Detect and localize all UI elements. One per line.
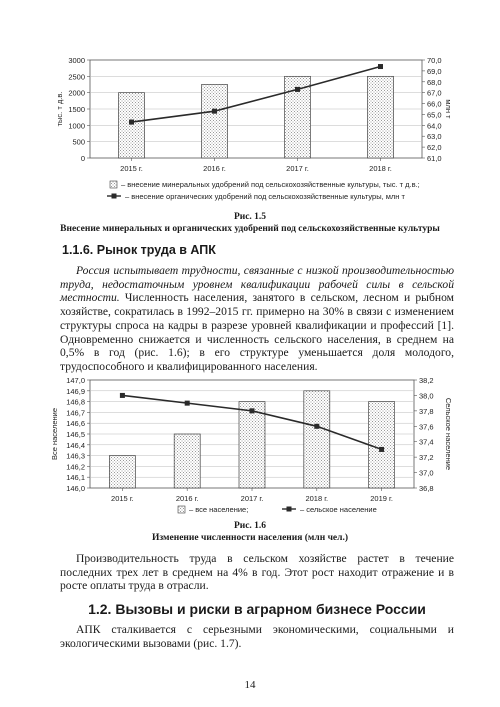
y-tick-label: 146,8 [66, 397, 85, 407]
bar [368, 76, 394, 158]
y2-tick-label: 37,2 [419, 453, 434, 463]
page-number: 14 [244, 679, 256, 691]
x-tick-label: 2015 г. [120, 164, 143, 173]
y-tick-label: 146,7 [66, 408, 85, 418]
y2-tick-label: 70,0 [427, 56, 442, 65]
paragraph-challenges: АПК сталкивается с серьезными экономическими, социальными и экологическими вызовами (рис. 1.7). [60, 623, 454, 650]
y-tick-label: 1000 [68, 121, 85, 131]
line-point [212, 109, 217, 114]
series-line [132, 67, 381, 123]
paragraph-labor [60, 264, 454, 374]
y2-tick-label: 62,0 [427, 143, 442, 153]
x-tick-label: 2018 г. [305, 494, 329, 503]
y2-tick-label: 38,0 [419, 391, 434, 401]
y2-axis-title: Сельское население [444, 397, 453, 471]
y-tick-label: 146,2 [66, 462, 85, 472]
line-point [314, 424, 319, 429]
bar [202, 85, 228, 159]
y2-tick-label: 63,0 [427, 132, 442, 142]
y2-tick-label: 38,2 [419, 376, 434, 385]
legend-line-label: – внесение органических удобрений под сельскохозяйственные культуры, млн т [125, 192, 405, 201]
y-tick-label: 147,0 [66, 376, 85, 385]
bar [109, 456, 135, 488]
legend-line-marker [287, 507, 292, 512]
line-point [378, 64, 383, 69]
legend-bar-label: – внесение минеральных удобрений под сельскохозяйственные культуры, тыс. т д.в.; [121, 180, 420, 189]
bar [304, 391, 330, 488]
y-tick-label: 500 [72, 137, 85, 147]
y2-axis-title: млн т [444, 99, 453, 119]
y2-tick-label: 65,0 [427, 110, 442, 120]
y-tick-label: 146,3 [66, 451, 85, 461]
line-point [250, 408, 255, 413]
y-tick-label: 146,4 [66, 440, 85, 450]
line-point [120, 393, 125, 398]
y2-tick-label: 37,8 [419, 406, 434, 416]
x-tick-label: 2018 г. [369, 164, 392, 173]
figure-1-5-caption: Внесение минеральных и органических удобрений под сельскохозяйственные культуры [60, 224, 440, 234]
x-tick-label: 2016 г. [203, 164, 226, 173]
y-tick-label: 146,9 [66, 386, 85, 396]
y2-tick-label: 68,0 [427, 77, 442, 87]
y-tick-label: 2500 [68, 72, 85, 82]
y2-tick-label: 37,4 [419, 437, 434, 447]
y-tick-label: 146,6 [66, 419, 85, 429]
x-tick-label: 2019 г. [370, 494, 393, 503]
y2-tick-label: 36,8 [419, 484, 434, 493]
y-axis-title: тыс. т д.в. [55, 91, 64, 127]
legend-bar-label: – все население; [189, 505, 249, 514]
x-tick-label: 2015 г. [111, 494, 134, 503]
y-tick-label: 2000 [68, 88, 85, 98]
y2-tick-label: 66,0 [427, 99, 442, 109]
y2-tick-label: 61,0 [427, 154, 442, 163]
y-tick-label: 146,1 [66, 473, 85, 483]
y2-tick-label: 67,0 [427, 88, 442, 98]
y-axis-title: Все население [50, 407, 59, 461]
y-tick-label: 146,5 [66, 430, 85, 439]
y2-tick-label: 37,6 [419, 422, 434, 432]
paragraph-body: Численность населения, занятого в сельском, лесном и рыбном хозяйстве, сократилась в 1992–2015 гг. примерно на 30% в связи с изменением структуры спроса на кадры в разрезе уровней квалификации и профессий [1]. Одновременно снижается и численность сельского населения, в среднем на 0,5% в год (рис. 1.6); в его структуре уменьшается доля молодого, трудоспособного и квалифицированного населения. [60, 291, 454, 373]
bar [119, 93, 145, 158]
x-tick-label: 2017 г. [286, 164, 309, 173]
y2-tick-label: 64,0 [427, 121, 442, 131]
bar [239, 402, 265, 488]
bar [369, 402, 395, 488]
y2-tick-label: 69,0 [427, 66, 442, 76]
x-tick-label: 2016 г. [175, 494, 199, 503]
line-point [129, 120, 134, 125]
legend-line-label: – сельское население [300, 505, 377, 514]
line-point [379, 447, 384, 452]
legend-bar-swatch [110, 181, 117, 188]
figure-1-5-number: Рис. 1.5 [233, 212, 267, 222]
y-tick-label: 146,0 [66, 484, 85, 493]
x-tick-label: 2017 г. [240, 494, 264, 503]
legend-bar-swatch [178, 506, 185, 513]
y2-tick-label: 37,0 [419, 468, 434, 478]
chart-population [0, 370, 500, 530]
figure-1-6-number: Рис. 1.6 [233, 521, 267, 531]
section-heading-labor-market: 1.1.6. Рынок труда в АПК [62, 243, 216, 257]
line-point [185, 401, 190, 406]
legend-line-marker [112, 194, 117, 199]
paragraph-productivity: Производительность труда в сельском хозяйстве растет в течение последних трех лет в среднем на 4% в год. Этот рост находит отражение и в росте оплаты труда в отрасли. [60, 552, 454, 593]
line-point [295, 87, 300, 92]
paragraph-lead: Россия испытывает трудности, связанные с низкой производительностью труда, недостаточным уровнем квалификации рабочей силы в сельской местности. [60, 264, 454, 305]
chapter-heading-risks: 1.2. Вызовы и риски в аграрном бизнесе России [88, 601, 426, 617]
y-tick-label: 1500 [68, 105, 85, 114]
y-tick-label: 0 [80, 154, 85, 163]
figure-1-6-caption: Изменение численности населения (млн чел.) [151, 533, 349, 543]
y-tick-label: 3000 [68, 56, 85, 65]
bar [174, 434, 200, 488]
